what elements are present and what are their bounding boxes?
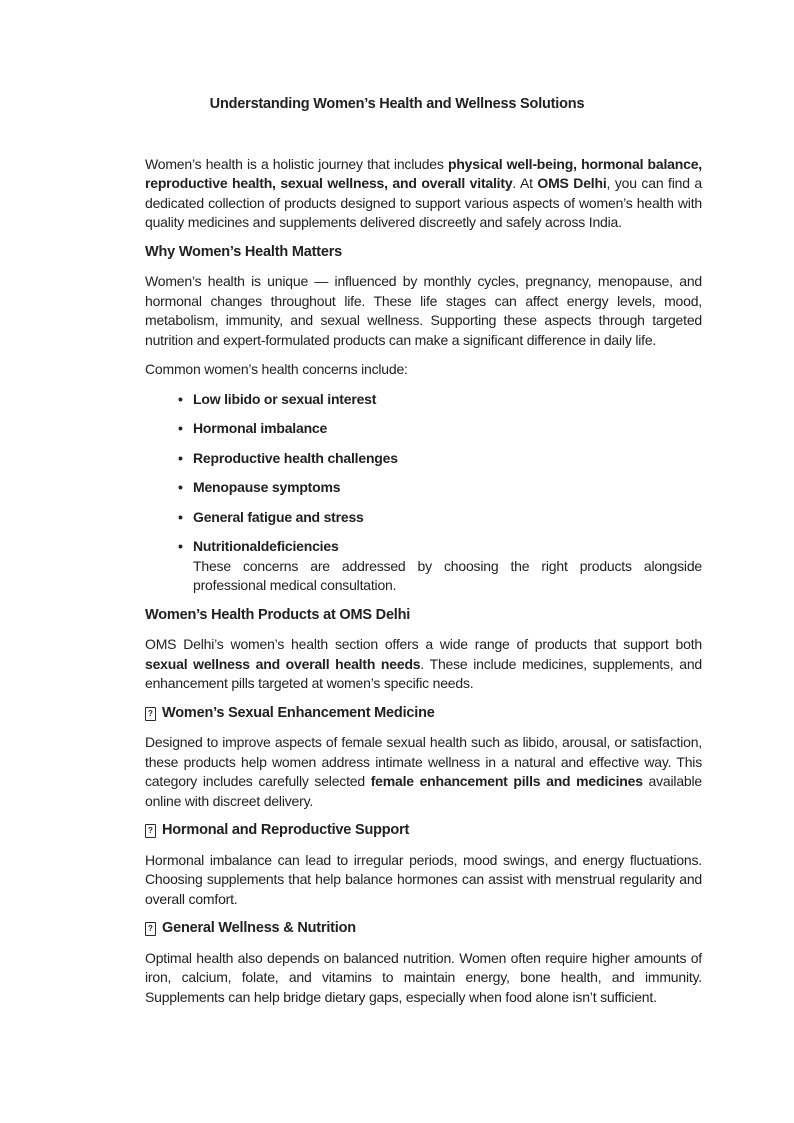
heading-sexual-enhancement-medicine <box>145 704 702 724</box>
bold-run: sexual wellness and overall health needs <box>145 655 421 672</box>
text-run: . These include medicines, supplements, and enhancement pills targeted at women’s specific needs. <box>145 655 702 691</box>
list-item-label: General fatigue and stress <box>193 508 364 525</box>
bullet-icon: • <box>178 390 183 407</box>
missing-glyph-icon: ? <box>145 922 156 936</box>
hormonal-paragraph: Hormonal imbalance can lead to irregular periods, mood swings, and energy fluctuations. Choosing supplements that help balance hormones can assist with menstrual regularity and overall comfort. <box>145 851 702 907</box>
bullet-icon: • <box>178 420 183 436</box>
bullet-icon: • <box>178 508 183 525</box>
text-run: . At <box>512 175 538 191</box>
concerns-list <box>145 390 702 596</box>
list-intro-paragraph: Common women’s health concerns include: <box>145 361 408 377</box>
missing-glyph-icon: ? <box>145 824 156 838</box>
heading-general-wellness-nutrition <box>145 919 702 939</box>
bullet-icon: • <box>178 479 183 495</box>
text-run: , you can find a dedicated collection of products designed to support various aspects of women’s health with quality medicines and supplements delivered discreetly and safely across India. <box>145 175 702 230</box>
bold-run: OMS Delhi <box>537 175 607 191</box>
bullet-icon: • <box>178 449 183 466</box>
intro-paragraph <box>145 155 702 233</box>
bullet-icon: • <box>178 538 183 554</box>
nutrition-paragraph: Optimal health also depends on balanced nutrition. Women often require higher amounts of iron, calcium, folate, and vitamins to maintain energy, bone health, and immunity. Supplements can help bridge dietary gaps, especially when food alone isn’t sufficient. <box>145 949 702 1005</box>
list-item <box>145 449 702 469</box>
list-item <box>145 478 702 498</box>
list-item-label: Low libido or sexual interest <box>193 390 377 407</box>
list-item-label: Nutritionaldeficiencies <box>193 538 339 554</box>
enhancement-paragraph <box>145 733 702 811</box>
why-paragraph: Women’s health is unique — influenced by monthly cycles, pregnancy, menopause, and hormonal changes throughout life. These life stages can affect energy levels, mood, metabolism, immunity, and sexual wellness. Supporting these aspects through targeted nutrition and expert-formulated products can make a significant difference in daily life. <box>145 273 702 348</box>
heading-label: Hormonal and Reproductive Support <box>162 822 410 838</box>
list-item-label: Menopause symptoms <box>193 479 341 495</box>
list-item-label: Hormonal imbalance <box>193 420 328 436</box>
document-title: Understanding Women’s Health and Wellness Solutions <box>209 96 585 112</box>
text-run: Women’s health is a holistic journey that includes <box>145 155 448 172</box>
heading-products-at-oms-delhi: Women’s Health Products at OMS Delhi <box>145 606 411 623</box>
list-item <box>145 508 702 528</box>
text-run: Designed to improve aspects of female sexual health such as libido, arousal, or satisfaction, these products help women address intimate wellness in a natural and effective way. This category includes carefully selected <box>145 734 702 789</box>
text-run: available online with discreet delivery. <box>145 773 703 809</box>
list-item-label: Reproductive health challenges <box>193 449 398 466</box>
products-paragraph <box>145 635 702 694</box>
text-run: OMS Delhi’s women’s health section offers a wide range of products that support both <box>145 636 702 652</box>
bold-run: female enhancement pills and medicines <box>370 773 643 789</box>
page-content <box>145 95 702 1017</box>
list-item <box>145 537 702 596</box>
heading-label: General Wellness & Nutrition <box>162 920 356 936</box>
list-item <box>145 419 702 439</box>
list-item <box>145 390 702 410</box>
list-item-note: These concerns are addressed by choosing the right products alongside professional medical consultation. <box>193 557 702 593</box>
heading-label: Women’s Sexual Enhancement Medicine <box>162 704 435 721</box>
missing-glyph-icon: ? <box>145 707 156 721</box>
heading-hormonal-reproductive-support <box>145 821 702 841</box>
heading-why-womens-health-matters: Why Women’s Health Matters <box>145 243 343 260</box>
bold-run: physical well-being, hormonal balance, reproductive health, sexual wellness, and overall vitality <box>145 155 702 191</box>
